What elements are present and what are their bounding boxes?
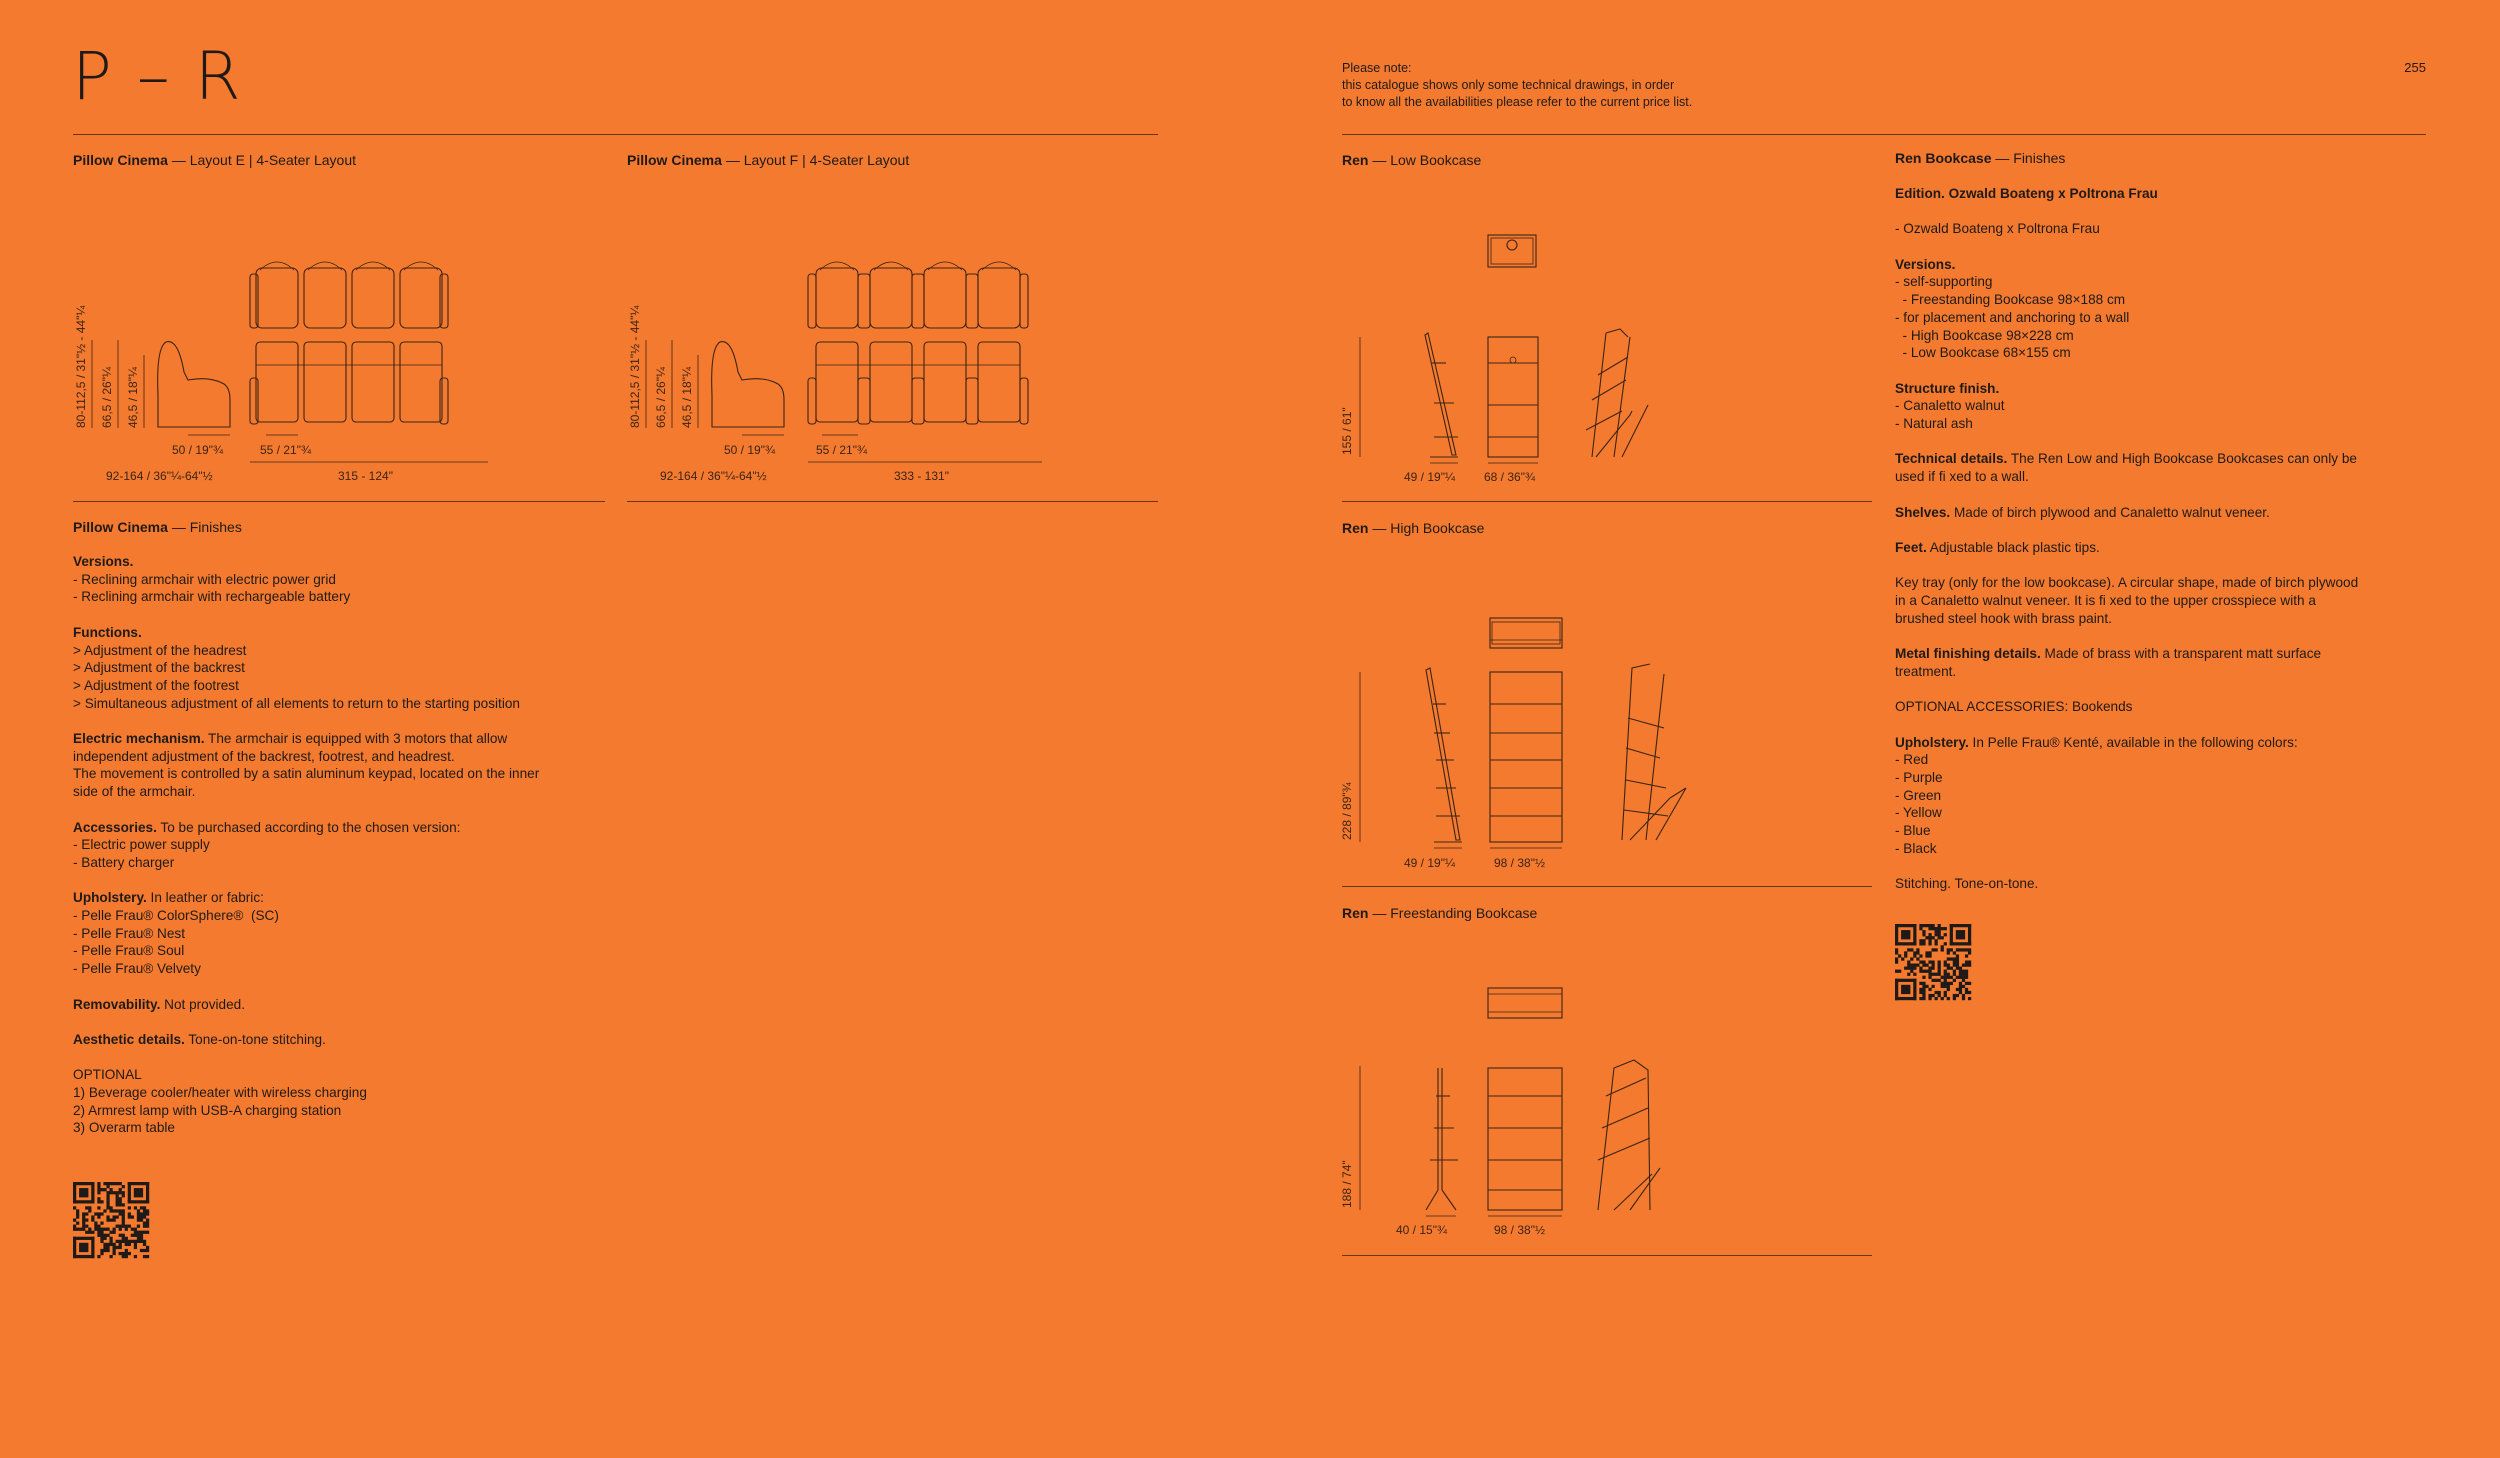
finish-block-text: OPTIONAL ACCESSORIES: Bookends (1895, 699, 2133, 715)
finish-block-line: - High Bookcase 98×228 cm (1895, 327, 2074, 343)
ren-finishes-text (1895, 185, 2425, 911)
pillow-f-dim-seat-width: 55 / 21"¾ (816, 443, 867, 457)
pillow-f-drawing (614, 240, 1084, 500)
finish-block-line: side of the armchair. (73, 784, 196, 800)
finish-block-line: - Reclining armchair with electric power grid (73, 571, 336, 587)
finish-block-line: - Freestanding Bookcase 98×188 cm (1895, 292, 2126, 308)
finish-block-label: Upholstery. (73, 890, 147, 906)
finish-block-line: - Natural ash (1895, 416, 1973, 432)
finish-block-line: - for placement and anchoring to a wall (1895, 309, 2130, 325)
pillow-e-dim-total-width: 315 - 124" (338, 469, 393, 483)
ren-free-dim-depth: 40 / 15"¾ (1396, 1223, 1447, 1237)
finish-block-line: 2) Armrest lamp with USB-A charging station (73, 1102, 342, 1118)
ren-low-drawing (1330, 225, 1730, 490)
ren-high-header: Ren — High Bookcase (1342, 520, 1485, 536)
page-title: P – R (72, 38, 243, 115)
ren-high-dim-height: 228 / 89"¾ (1340, 782, 1354, 840)
finish-block-text: In leather or fabric: (146, 890, 264, 906)
finish-block-line: - Pelle Frau® Soul (73, 943, 185, 959)
finish-block-line: - Blue (1895, 823, 1931, 839)
pillow-f-dim-height-back: 66,5 / 26"¼ (654, 367, 668, 428)
finish-block (1895, 185, 2425, 203)
finish-block-line: - Green (1895, 787, 1942, 803)
finish-block-label: Functions. (73, 624, 142, 640)
finish-block-text: Stitching. Tone-on-tone. (1895, 876, 2039, 892)
pillow-e-dim-height-back: 66,5 / 26"¼ (100, 367, 114, 428)
finish-block-label: Feet. (1895, 539, 1927, 555)
pillow-f-dim-depth: 92-164 / 36"¼-64"½ (660, 469, 767, 483)
pillow-f-dim-height-total: 80-112,5 / 31"½ - 44"¼ (628, 305, 642, 428)
pillow-e-front-view (250, 342, 448, 424)
finish-block (73, 889, 633, 978)
finish-block-text: OPTIONAL (73, 1067, 142, 1083)
finish-block (73, 819, 633, 872)
pillow-e-dim-height-seat: 46,5 / 18"¼ (126, 367, 140, 428)
finish-block-line: - Pelle Frau® Velvety (73, 961, 201, 977)
finish-block-text: To be purchased according to the chosen version: (156, 819, 461, 835)
finish-block-label: Upholstery. (1895, 734, 1969, 750)
finish-block (1895, 645, 2425, 680)
pillow-f-top-view (808, 262, 1028, 328)
finish-block-line: - Purple (1895, 770, 1943, 786)
ren-high-dim-depth: 49 / 19"¼ (1404, 856, 1455, 870)
pillow-f-dim-total-width: 333 - 131" (894, 469, 949, 483)
finish-block-label: Metal finishing details. (1895, 646, 2041, 662)
finish-block-line: - Canaletto walnut (1895, 398, 2005, 414)
finish-block-line: brushed steel hook with brass paint. (1895, 610, 2112, 626)
ren-free-header: Ren — Freestanding Bookcase (1342, 905, 1538, 921)
finish-block-line: - Battery charger (73, 854, 175, 870)
finish-block (1895, 504, 2425, 522)
pillow-f-dim-armchair-width: 50 / 19"¾ (724, 443, 775, 457)
pillow-e-dim-seat-width: 55 / 21"¾ (260, 443, 311, 457)
finish-block-text: Tone-on-tone stitching. (184, 1031, 326, 1047)
pillow-finishes-header: Pillow Cinema — Finishes (73, 519, 242, 535)
finish-block-line: - Red (1895, 752, 1929, 768)
finish-block (73, 1031, 633, 1049)
pillow-e-dim-height-total: 80-112,5 / 31"½ - 44"¼ (74, 305, 88, 428)
pillow-finishes-text (73, 553, 633, 1155)
finish-block-line: independent adjustment of the backrest, footrest, and headrest. (73, 748, 455, 764)
finish-block-line: > Adjustment of the footrest (73, 677, 239, 693)
finish-block-line: > Simultaneous adjustment of all elements to return to the starting position (73, 695, 520, 711)
finish-block-line: in a Canaletto walnut veneer. It is fi xed to the upper crosspiece with a (1895, 593, 2316, 609)
finish-block-line: The movement is controlled by a satin aluminum keypad, located on the inner (73, 766, 540, 782)
finish-block-line: used if fi xed to a wall. (1895, 469, 2029, 485)
finish-block-line: 3) Overarm table (73, 1120, 175, 1136)
pillow-e-header: Pillow Cinema — Layout E | 4-Seater Layout (73, 152, 356, 168)
ren-low-rule (1342, 501, 1872, 502)
finish-block-line: - Pelle Frau® ColorSphere® (SC) (73, 908, 279, 923)
finish-block (1895, 875, 2425, 893)
finish-block-text: - Ozwald Boateng x Poltrona Frau (1895, 221, 2100, 237)
finish-block-line: - Electric power supply (73, 837, 210, 853)
ren-high-dim-width: 98 / 38"½ (1494, 856, 1545, 870)
finish-block-text: Made of brass with a transparent matt surface (2040, 646, 2322, 662)
finish-block-line: treatment. (1895, 663, 1957, 679)
top-rule-left (73, 134, 1158, 135)
finish-block-line: 1) Beverage cooler/heater with wireless charging (73, 1084, 367, 1100)
finish-block-label: Edition. Ozwald Boateng x Poltrona Frau (1895, 186, 2158, 201)
finish-block-text: Key tray (only for the low bookcase). A circular shape, made of birch plywood (1895, 575, 2359, 591)
ren-low-dim-height: 155 / 61" (1340, 407, 1354, 455)
pillow-e-dim-armchair-width: 50 / 19"¾ (172, 443, 223, 457)
finish-block (1895, 220, 2425, 238)
pillow-f-header: Pillow Cinema — Layout F | 4-Seater Layout (627, 152, 910, 168)
ren-high-drawing (1330, 608, 1730, 878)
pillow-f-front-view (808, 342, 1028, 424)
finish-block-text: In Pelle Frau® Kenté, available in the following colors: (1968, 734, 2298, 750)
finish-block (73, 730, 633, 801)
finish-block-label: Versions. (73, 554, 134, 569)
ren-high-rule (1342, 886, 1872, 887)
finish-block (73, 1066, 633, 1137)
pillow-e-rule (73, 501, 605, 502)
ren-low-header: Ren — Low Bookcase (1342, 152, 1482, 168)
finish-block-label: Structure finish. (1895, 380, 2000, 396)
ren-low-dim-width: 68 / 36"¾ (1484, 470, 1535, 484)
finish-block-line: - Pelle Frau® Nest (73, 925, 186, 941)
finish-block (73, 624, 633, 713)
ren-free-dim-height: 188 / 74" (1340, 1160, 1354, 1208)
finish-block-line: - Yellow (1895, 805, 1942, 821)
ren-free-drawing (1330, 978, 1730, 1243)
qr-code-pillow (73, 1182, 149, 1258)
finish-block-label: Removability. (73, 996, 161, 1012)
top-rule-right (1342, 134, 2426, 135)
finish-block (1895, 574, 2425, 627)
finish-block-label: Accessories. (73, 819, 157, 835)
finish-block (73, 996, 633, 1014)
finish-block-line: - self-supporting (1895, 274, 1993, 290)
finish-block (1895, 256, 2425, 362)
page-number: 255 (2404, 60, 2426, 75)
finish-block-label: Technical details. (1895, 451, 2008, 467)
finish-block-line: > Adjustment of the backrest (73, 660, 245, 676)
ren-free-dim-width: 98 / 38"½ (1494, 1223, 1545, 1237)
ren-finishes-header: Ren Bookcase — Finishes (1895, 150, 2066, 166)
finish-block-line: > Adjustment of the headrest (73, 642, 247, 658)
finish-block (1895, 734, 2425, 858)
finish-block-line: - Black (1895, 840, 1937, 856)
finish-block-text: Not provided. (160, 996, 246, 1012)
finish-block-line: - Low Bookcase 68×155 cm (1895, 345, 2071, 361)
finish-block-label: Shelves. (1895, 504, 1951, 520)
finish-block (1895, 539, 2425, 557)
pillow-e-top-view (250, 262, 448, 328)
catalogue-note: Please note: this catalogue shows only some technical drawings, in order to know all the availabilities please refer to the current price list. (1342, 61, 1693, 109)
pillow-e-drawing (60, 240, 520, 500)
finish-block-text: Made of birch plywood and Canaletto walnut veneer. (1950, 504, 2270, 520)
pillow-f-rule (627, 501, 1158, 502)
finish-block-label: Versions. (1895, 256, 1956, 272)
qr-code-ren (1895, 924, 1971, 1000)
finish-block-text: The Ren Low and High Bookcase Bookcases can only be (2007, 451, 2357, 467)
finish-block-line: - Reclining armchair with rechargeable battery (73, 589, 351, 605)
ren-free-rule (1342, 1255, 1872, 1256)
finish-block (1895, 698, 2425, 716)
ren-low-dim-depth: 49 / 19"¼ (1404, 470, 1455, 484)
finish-block (1895, 380, 2425, 433)
pillow-f-dim-height-seat: 46,5 / 18"¼ (680, 367, 694, 428)
finish-block-label: Aesthetic details. (73, 1031, 185, 1047)
finish-block (73, 553, 633, 606)
finish-block-text: Adjustable black plastic tips. (1926, 539, 2100, 555)
pillow-e-dim-depth: 92-164 / 36"¼-64"½ (106, 469, 213, 483)
finish-block-text: The armchair is equipped with 3 motors that allow (204, 731, 508, 746)
finish-block-label: Electric mechanism. (73, 731, 205, 746)
finish-block (1895, 450, 2425, 485)
